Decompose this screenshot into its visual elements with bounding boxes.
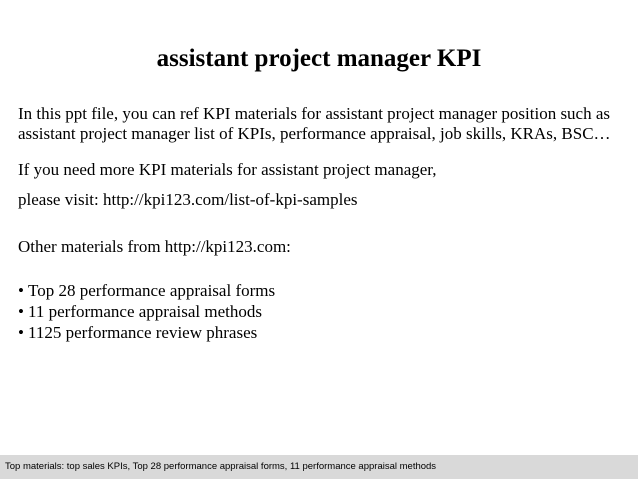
materials-list	[18, 280, 624, 343]
bullet-icon: •	[18, 281, 24, 300]
intro-paragraph: In this ppt file, you can ref KPI materials for assistant project manager position such as assistant project manager list of KPIs, performance appraisal, job skills, KRAs, BSC…	[18, 104, 611, 143]
other-materials-heading: Other materials from http://kpi123.com:	[18, 237, 291, 256]
list-item-label: 11 performance appraisal methods	[28, 302, 262, 321]
list-item	[18, 301, 624, 322]
bullet-icon: •	[18, 323, 24, 342]
bullet-icon: •	[18, 302, 24, 321]
slide-body	[18, 104, 624, 343]
visit-link-paragraph: please visit: http://kpi123.com/list-of-kpi-samples	[18, 190, 358, 209]
slide-title: assistant project manager KPI	[156, 45, 482, 72]
footer-text: Top materials: top sales KPIs, Top 28 performance appraisal forms, 11 performance appraisal methods	[5, 461, 437, 472]
list-item	[18, 280, 624, 301]
list-item-label: Top 28 performance appraisal forms	[28, 281, 276, 300]
footer-bar	[0, 455, 638, 479]
list-item	[18, 322, 624, 343]
list-item-label: 1125 performance review phrases	[28, 323, 258, 342]
more-info-paragraph: If you need more KPI materials for assistant project manager,	[18, 160, 437, 179]
